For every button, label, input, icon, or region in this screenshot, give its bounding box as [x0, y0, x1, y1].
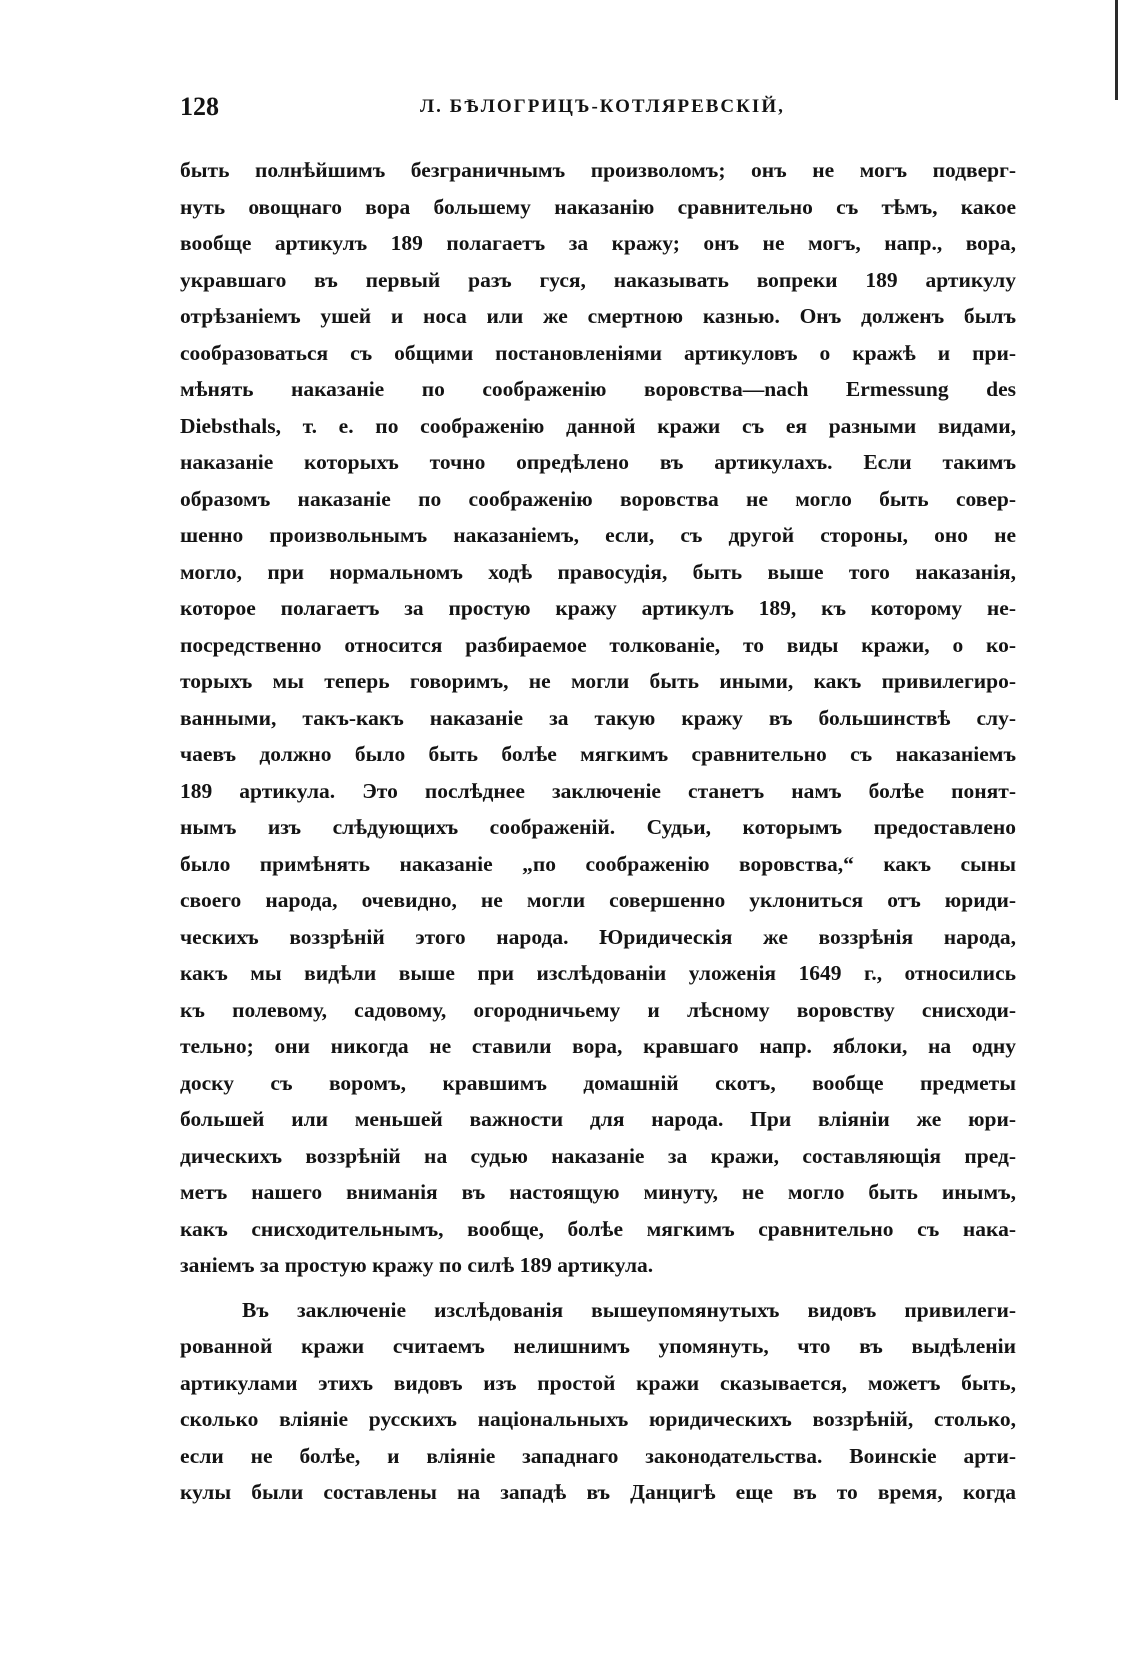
text-line: заніемъ за простую кражу по силѣ 189 артикула.: [180, 1253, 654, 1277]
body-text: [180, 152, 1016, 1511]
text-line: Diebsthals, т. е. по соображенію данной кражи съ ея разными видами,: [180, 413, 1016, 438]
paragraph-2: [180, 1292, 1016, 1511]
text-line: было примѣнять наказаніе „по соображенію воровства,“ какъ сыны: [180, 851, 1016, 876]
text-line: быть полнѣйшимъ безграничнымъ произволомъ; онъ не могъ подверг-: [180, 158, 1016, 182]
text-line: если не болѣе, и вліяніе западнаго законодательства. Воинскіе арти-: [180, 1443, 1016, 1468]
text-line: сообразоваться съ общими постановленіями артикуловъ о кражѣ и при-: [180, 340, 1016, 365]
text-line: торыхъ мы теперь говоримъ, не могли быть иными, какъ привилегиро-: [180, 669, 1016, 693]
text-line: артикулами этихъ видовъ изъ простой кражи сказывается, можетъ быть,: [180, 1370, 1016, 1395]
text-line: метъ нашего вниманія въ настоящую минуту, не могло быть инымъ,: [180, 1180, 1016, 1204]
text-line: рованной кражи считаемъ нелишнимъ упомянуть, что въ выдѣленіи: [180, 1334, 1016, 1358]
running-head: Л. БѢЛОГРИЦЪ-КОТЛЯРЕВСКІЙ,: [420, 96, 785, 117]
text-line: ческихъ воззрѣній этого народа. Юридическія же воззрѣнія народа,: [180, 924, 1016, 949]
text-line: отрѣзаніемъ ушей и носа или же смертною казнью. Онъ долженъ былъ: [180, 304, 1016, 328]
text-line: образомъ наказаніе по соображенію воровства не могло быть совер-: [180, 486, 1016, 511]
text-line: вообще артикулъ 189 полагаетъ за кражу; онъ не могъ, напр., вора,: [180, 231, 1016, 255]
text-line: укравшаго въ первый разъ гуся, наказывать вопреки 189 артикулу: [180, 267, 1016, 292]
text-line: какъ мы видѣли выше при изслѣдованіи уложенія 1649 г., относились: [180, 961, 1016, 985]
page-header: [180, 92, 1016, 128]
text-line: посредственно относится разбираемое толкованіе, то виды кражи, о ко-: [180, 632, 1016, 657]
text-line: мѣнять наказаніе по соображенію воровства—nach Ermessung des: [180, 377, 1016, 401]
text-line: кулы были составлены на западѣ въ Данцигѣ еще въ то время, когда: [180, 1480, 1016, 1504]
text-line: къ полевому, садовому, огородничьему и лѣсному воровству снисходи-: [180, 997, 1016, 1022]
paragraph-1: [180, 152, 1016, 1284]
text-line: большей или меньшей важности для народа. При вліяніи же юри-: [180, 1107, 1016, 1131]
text-line: 189 артикула. Это послѣднее заключеніе станетъ намъ болѣе понят-: [180, 778, 1016, 803]
page-number: 128: [180, 92, 219, 121]
text-line: чаевъ должно было быть болѣе мягкимъ сравнительно съ наказаніемъ: [180, 742, 1016, 766]
text-line: Въ заключеніе изслѣдованія вышеупомянутыхъ видовъ привилеги-: [242, 1297, 1016, 1322]
text-line: шенно произвольнымъ наказаніемъ, если, съ другой стороны, оно не: [180, 523, 1016, 547]
text-line: нымъ изъ слѣдующихъ соображеній. Судьи, которымъ предоставлено: [180, 815, 1016, 839]
paragraph-gap: [180, 1284, 1016, 1292]
text-line: дическихъ воззрѣній на судью наказаніе за кражи, составляющія пред-: [180, 1143, 1016, 1168]
scan-edge-line: [1115, 0, 1118, 100]
text-line: своего народа, очевидно, не могли совершенно уклониться отъ юриди-: [180, 888, 1016, 912]
text-line: сколько вліяніе русскихъ національныхъ юридическихъ воззрѣній, столько,: [180, 1407, 1016, 1431]
text-line: наказаніе которыхъ точно опредѣлено въ артикулахъ. Если такимъ: [180, 450, 1016, 474]
text-line: которое полагаетъ за простую кражу артикулъ 189, къ которому не-: [180, 596, 1016, 620]
text-line: ванными, такъ-какъ наказаніе за такую кражу въ большинствѣ слу-: [180, 705, 1016, 730]
text-line: нуть овощнаго вора большему наказанію сравнительно съ тѣмъ, какое: [180, 194, 1016, 219]
text-line: тельно; они никогда не ставили вора, кравшаго напр. яблоки, на одну: [180, 1034, 1016, 1058]
text-line: доску съ воромъ, кравшимъ домашній скотъ, вообще предметы: [180, 1070, 1016, 1095]
text-line: могло, при нормальномъ ходѣ правосудія, быть выше того наказанія,: [180, 559, 1016, 584]
text-line: какъ снисходительнымъ, вообще, болѣе мягкимъ сравнительно съ нака-: [180, 1216, 1016, 1241]
